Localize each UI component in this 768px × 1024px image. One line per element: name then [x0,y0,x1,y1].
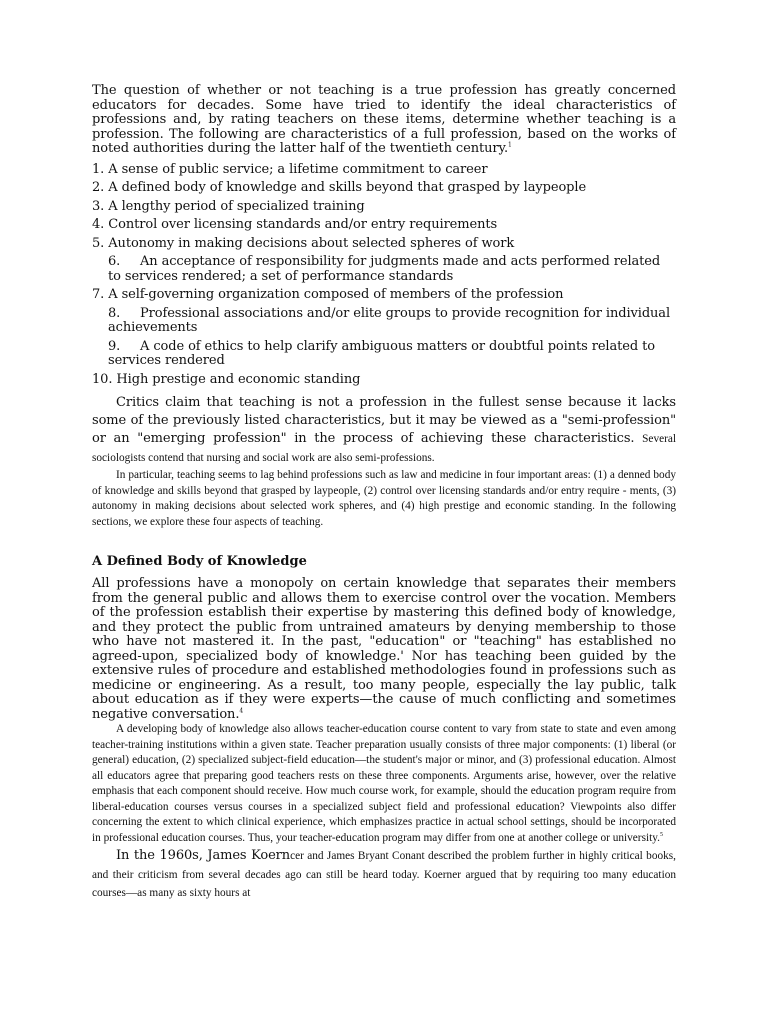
list-item: 1. A sense of public service; a lifetime commitment to career [92,161,488,177]
list-item: 4. Control over licensing standards and/or entry requirements [92,217,498,232]
list-item: 8. Professional associations and/or elite groups to provide recognition for individual achievements [108,305,671,335]
list-item: 2. A defined body of knowledge and skills beyond that grasped by laypeople [92,180,587,195]
list-item: 5. Autonomy in making decisions about selected spheres of work [92,235,515,251]
footnote-ref: 1 [508,141,512,149]
section-heading: A Defined Body of Knowledge [92,554,307,569]
list-item: 10. High prestige and economic standing [92,371,361,387]
intro-paragraph [92,84,676,157]
list-item: 6. An acceptance of responsibility for judgments made and acts performed related to services rendered; a set of performance standards [108,254,661,284]
last-paragraph: In the 1960s, James Koerncer and James Bryant Conant described the problem further in highly critical books, and their criticism from several decades ago can still be heard today. Koerner argued that by requiring too many education courses—as many as sixty hours at [92,848,676,899]
characteristics-list [92,163,676,388]
critics-paragraph: Critics claim that teaching is not a profession in the fullest sense because it lacks some of the previously listed characteristics, but it may be viewed as a "semi-profession" or an "emerging profession" in the process of achieving these characteristics. Several sociologists contend that nursing and social work are also semi-professions. [92,395,677,464]
footnote-ref: 4 [239,707,244,715]
particular-paragraph: In particular, teaching seems to lag behind professions such as law and medicine in four important areas: (1) a denned body of knowledge and skills beyond that grasped by laypeople, (2) control over licensing standards and/or entry require - ments, (3) autonomy in making decisions about selected work spheres, and (4) high prestige and economic standing. In the following sections, we explore these four aspects of teaching. [92,469,676,528]
list-item: 7. A self-governing organization composed of members of the profession [92,287,564,302]
intro-text: The question of whether or not teaching is a true profession has greatly concerned educators for decades. Some have tried to identify the ideal characteristics of professions and, by rating teachers on these items, determine whether teaching is a profession. The following are characteristics of a full profession, based on the works of noted authorities during the latter half of the twentieth century. [92,83,676,156]
list-item: 3. A lengthy period of specialized training [92,198,365,214]
developing-paragraph: A developing body of knowledge also allows teacher-education course content to vary from state to state and even among teacher-training institutions within a given state. Teacher preparation usually consists of three major components: (1) liberal (or general) education, (2) specialized subject-field education—the student's major or minor, and (3) professional education. Almost all educators agree that preparing good teachers rests on these three components. Arguments arise, however, over the relative emphasis that each component should receive. How much course work, for example, should the education program require from liberal-education courses versus courses in a specialized subject field and professional education? Viewpoints also differ concerning the extent to which clinical experience, which emphasizes practice in actual school settings, should be incorporated in professional education courses. Thus, your teacher-education program may differ from one at another college or university.$^5$ [92,723,676,844]
knowledge-paragraph: All professions have a monopoly on certain knowledge that separates their members from the general public and allows them to exercise control over the vocation. Members of the profession establish their expertise by mastering this defined body of knowledge, and they protect the public from untrained amateurs by denying membership to those who have not mastered it. In the past, "education" or "teaching" has established no agreed-upon, specialized body of knowledge.' Nor has teaching been guided by the extensive rules of procedure and established methodologies found in professions such as medicine or engineering. As a result, too many people, especially the lay public, talk about education as if they were experts—the cause of much conflicting and sometimes negative conversation.$^4$ [92,576,676,722]
footnote-ref: 5 [659,831,663,838]
document-page [92,84,676,902]
list-item: 9. A code of ethics to help clarify ambiguous matters or doubtful points related to services rendered [108,338,655,368]
